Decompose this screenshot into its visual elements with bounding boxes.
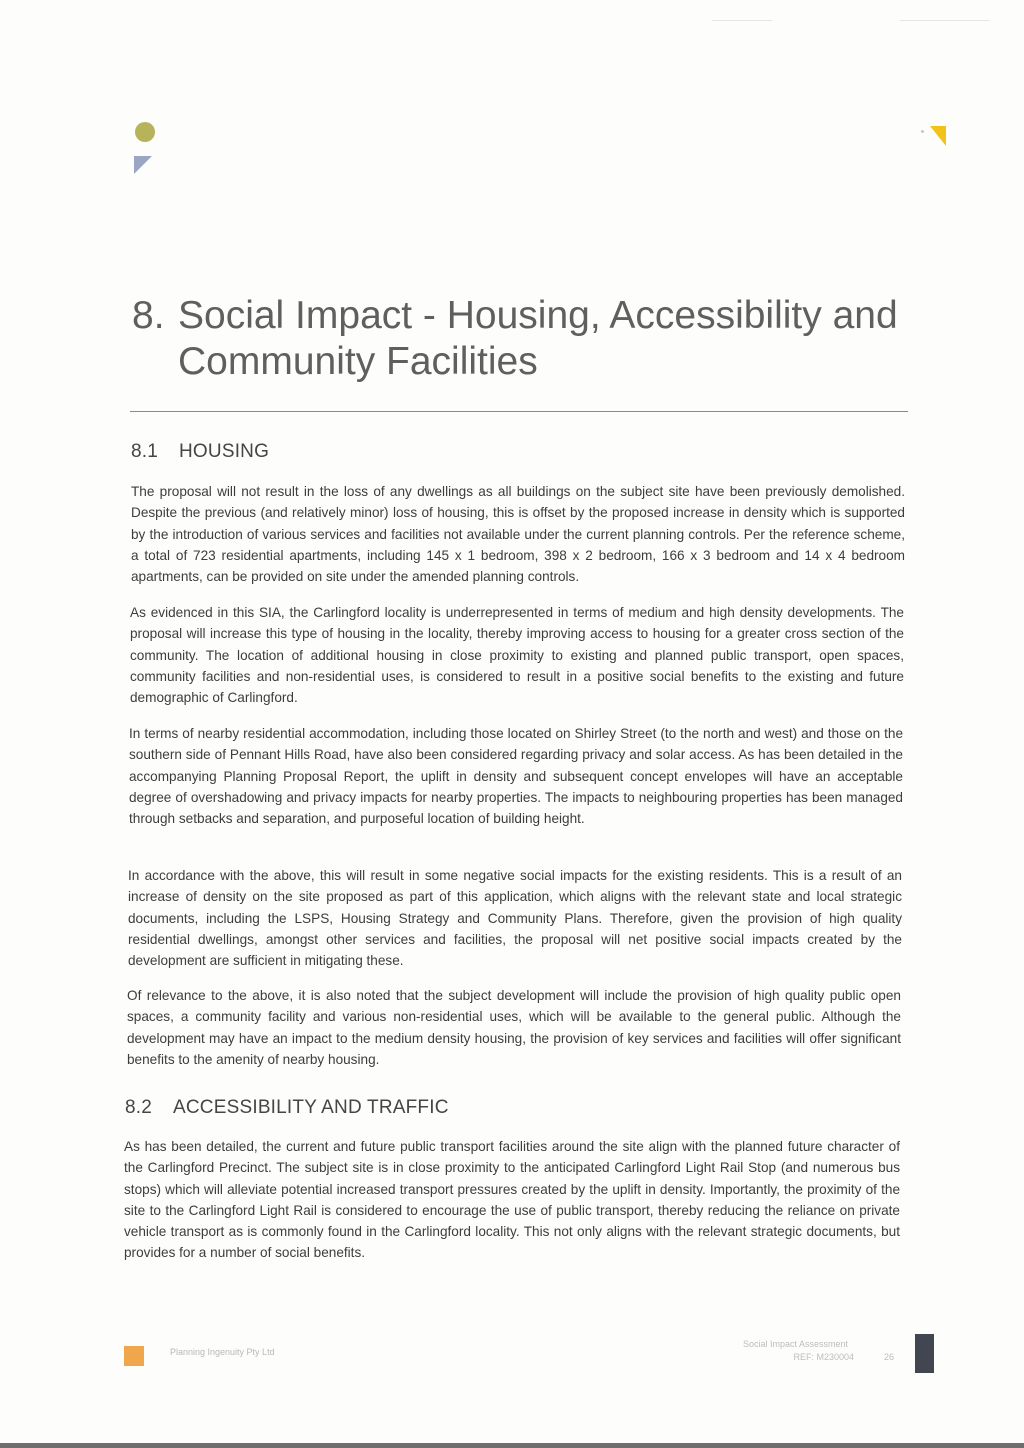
footer-square-icon xyxy=(124,1346,144,1366)
small-dot-icon xyxy=(921,130,924,133)
scan-artifact xyxy=(712,20,772,21)
section-number: 8.1 xyxy=(131,441,159,462)
olive-dot-icon xyxy=(135,122,155,142)
paragraph: The proposal will not result in the loss of any dwellings as all buildings on the subject site have been previously demolished. Despite the previous (and relatively minor) loss of housing, this is offset by the proposed increase in density which is supported by the introduction of various services and facilities not available under the current planning controls. Per the reference scheme, a total of 723 residential apartments, including 145 x 1 bedroom, 398 x 2 bedroom, 166 x 3 bedroom and 14 x 4 bedroom apartments, can be provided on site under the amended planning controls. xyxy=(131,484,905,585)
footer-bar-icon xyxy=(915,1334,934,1373)
paragraph: In terms of nearby residential accommodation, including those located on Shirley Street (to the north and west) and those on the southern side of Pennant Hills Road, have also been considered regarding privacy and solar access. As has been detailed in the accompanying Planning Proposal Report, the uplift in density and subsequent concept envelopes will have an acceptable degree of overshadowing and privacy impacts for nearby properties. The impacts to neighbouring properties has been managed through setbacks and separation, and purposeful location of building height. xyxy=(129,726,903,827)
section-heading-housing xyxy=(131,441,269,463)
chapter-number: 8. xyxy=(132,294,165,337)
chapter-title xyxy=(132,293,932,385)
scan-bottom-edge xyxy=(0,1443,1024,1448)
section-title: HOUSING xyxy=(179,441,270,462)
footer-company: Planning Ingenuity Pty Ltd xyxy=(170,1347,275,1357)
paragraph: As has been detailed, the current and future public transport facilities around the site align with the planned future character of the Carlingford Precinct. The subject site is in close proximity to the anticipated Carlingford Light Rail Stop (and numerous bus stops) which will alleviate potential increased transport pressures created by the uplift in density. Importantly, the proximity of the site to the Carlingford Light Rail is considered to encourage the use of public transport, thereby reducing the reliance on private vehicle transport as is commonly found in the Carlingford locality. This not only aligns with the relevant strategic documents, but provides for a number of social benefits. xyxy=(124,1139,900,1261)
paragraph: As evidenced in this SIA, the Carlingford locality is underrepresented in terms of medium and high density developments. The proposal will increase this type of housing in the locality, thereby improving access to housing for a greater cross section of the community. The location of additional housing in close proximity to existing and planned public transport, open spaces, community facilities and non-residential uses, is considered to result in a positive social benefits to the existing and future demographic of Carlingford. xyxy=(130,605,904,706)
footer-reference: REF: M230004 xyxy=(793,1352,854,1362)
paragraph: In accordance with the above, this will result in some negative social impacts for the existing residents. This is a result of an increase of density on the site proposed as part of this application, which aligns with the relevant state and local strategic documents, including the LSPS, Housing Strategy and Community Plans. Therefore, given the provision of high quality residential dwellings, amongst other services and facilities, the proposal will net positive social impacts created by the development are sufficient in mitigating these. xyxy=(128,868,902,969)
chapter-title-line2: Community Facilities xyxy=(178,340,538,383)
chapter-title-line1: Social Impact - Housing, Accessibility and xyxy=(178,294,898,337)
title-divider xyxy=(130,411,908,412)
section-heading-accessibility xyxy=(125,1097,449,1119)
page-number: 26 xyxy=(884,1352,895,1362)
yellow-triangle-icon xyxy=(930,126,946,146)
paragraph: Of relevance to the above, it is also noted that the subject development will include the provision of high quality public open spaces, a community facility and various non-residential uses, which will be available to the general public. Although the development may have an impact to the medium density housing, the provision of key services and facilities will offer significant benefits to the amenity of nearby housing. xyxy=(127,988,901,1067)
footer-document-title: Social Impact Assessment xyxy=(742,1339,848,1349)
blue-triangle-icon xyxy=(134,156,152,174)
scan-artifact xyxy=(900,20,990,21)
section-title: ACCESSIBILITY AND TRAFFIC xyxy=(173,1097,449,1118)
section-number: 8.2 xyxy=(125,1097,153,1118)
